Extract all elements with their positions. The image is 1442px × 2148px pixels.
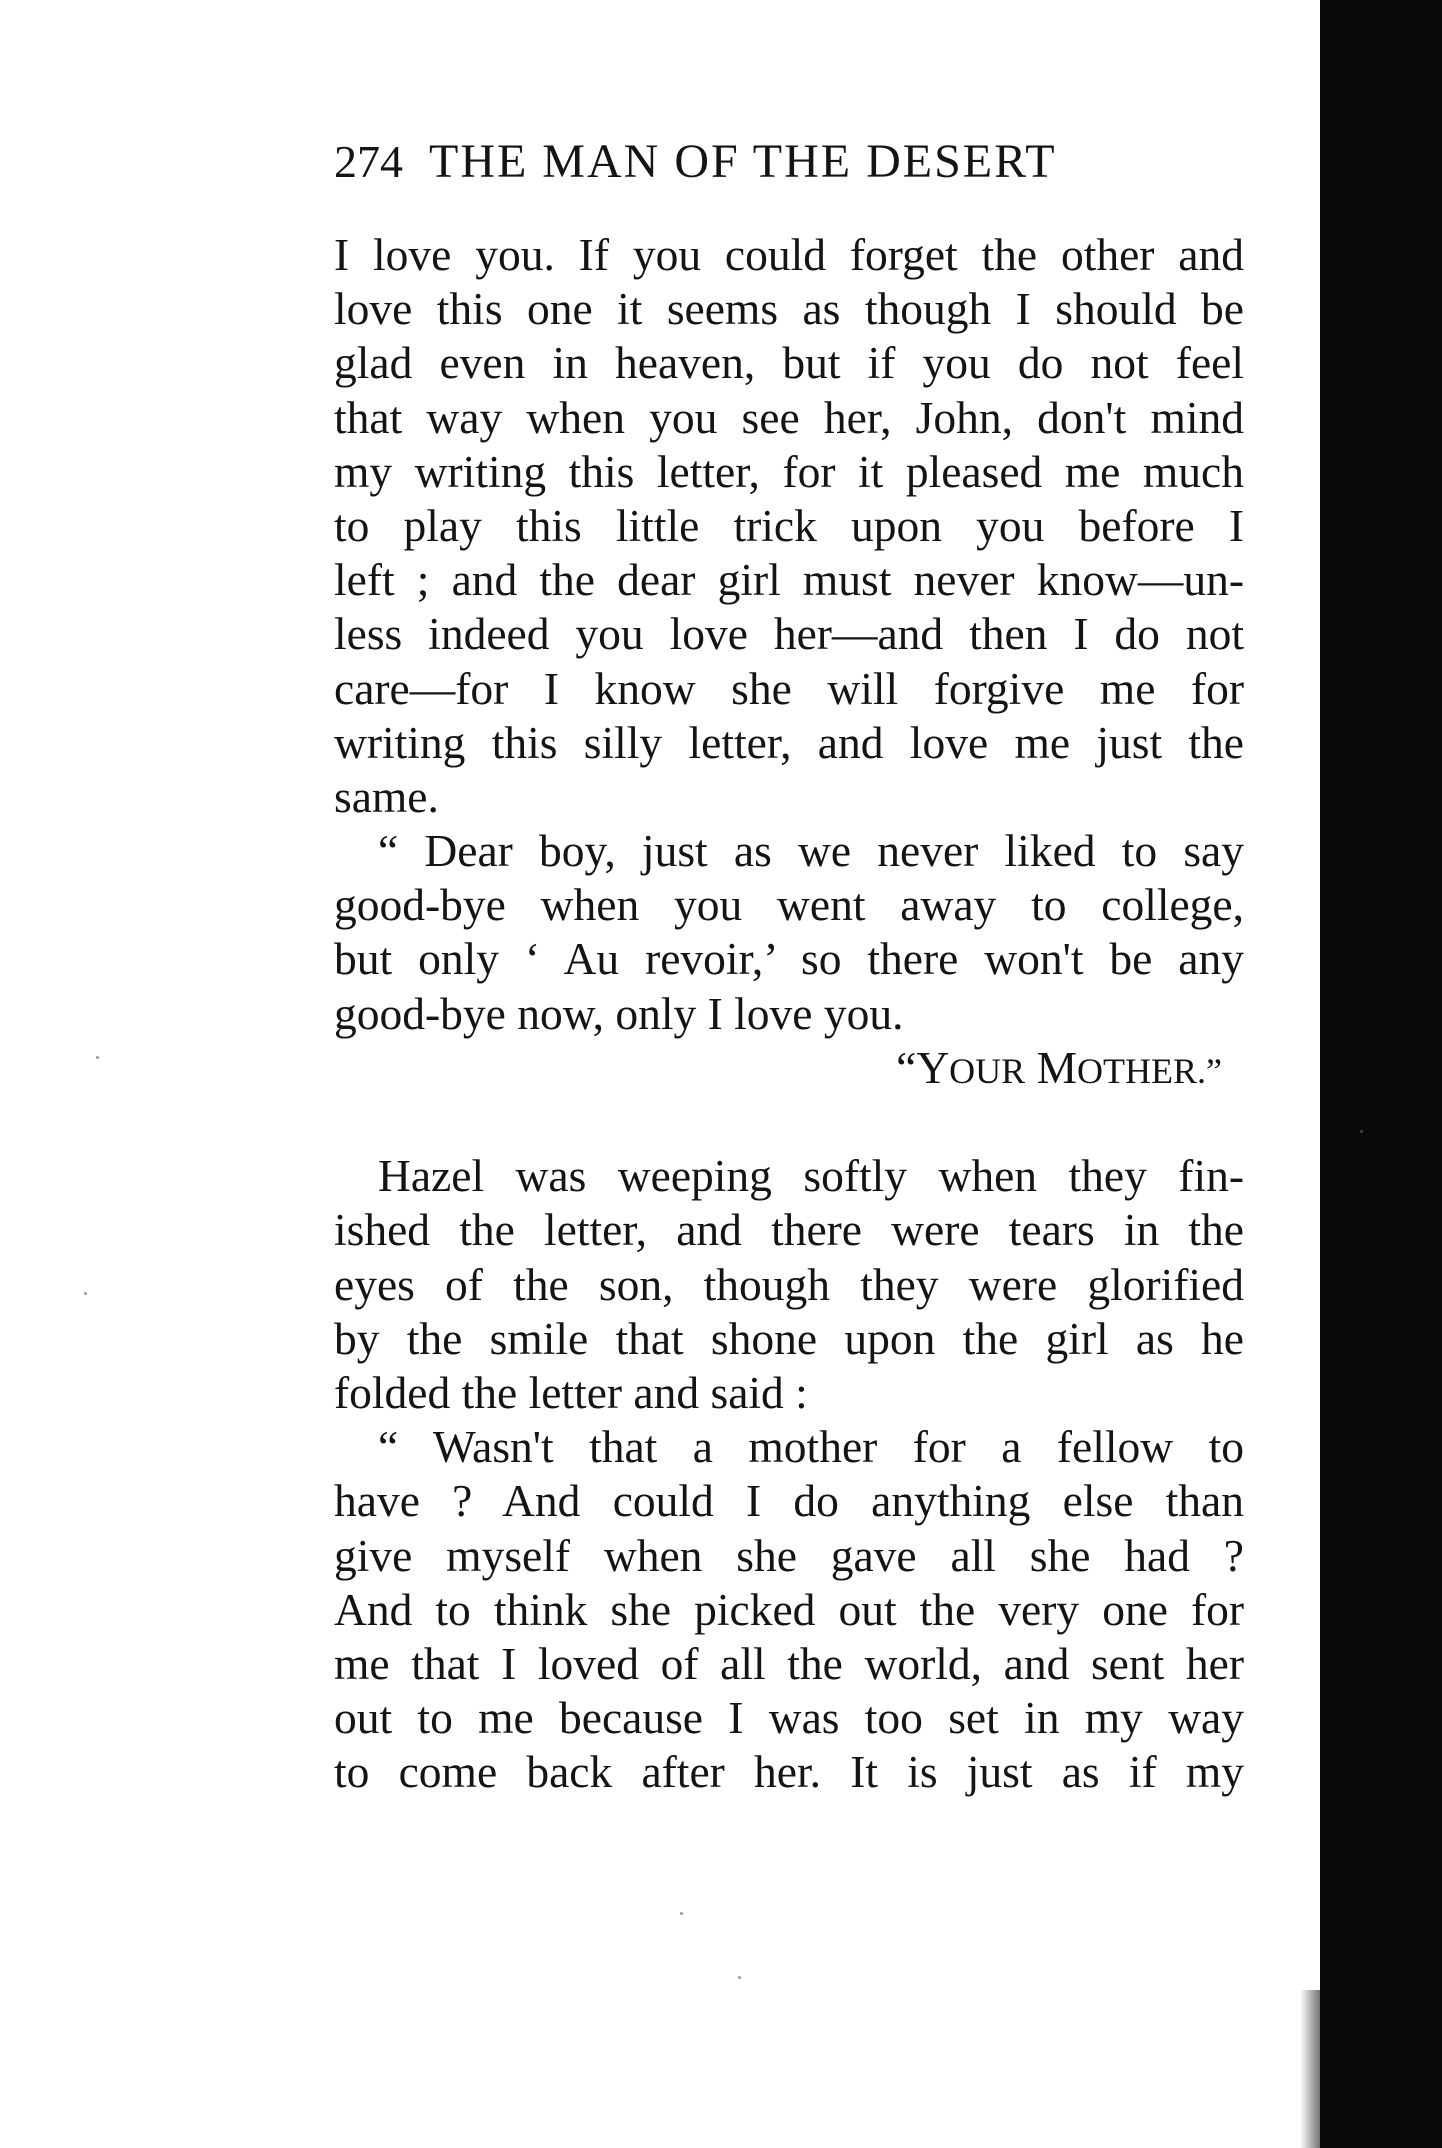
text-line: to play this little trick upon you before I bbox=[334, 499, 1244, 551]
text-line: “ Dear boy, just as we never liked to say bbox=[378, 825, 1244, 877]
text-line: folded the letter and said : bbox=[334, 1366, 808, 1418]
text-line: “ Wasn't that a mother for a fellow to bbox=[378, 1421, 1244, 1473]
text-line: less indeed you love her—and then I do not bbox=[334, 608, 1244, 660]
text-line: care—for I know she will forgive me for bbox=[334, 662, 1244, 714]
signature-open-quote: “ bbox=[896, 1041, 917, 1093]
text-line: give myself when she gave all she had ? bbox=[334, 1529, 1244, 1581]
text-line: ished the letter, and there were tears in the bbox=[334, 1204, 1244, 1256]
page-number: 274 bbox=[334, 136, 403, 187]
body-text bbox=[334, 228, 1244, 1799]
text-line: eyes of the son, though they were glorified bbox=[334, 1258, 1244, 1310]
paper-speck bbox=[84, 1292, 87, 1295]
signature-m: M bbox=[1036, 1041, 1078, 1093]
binding-shadow-edge bbox=[1300, 1990, 1330, 2148]
paper-speck bbox=[738, 1976, 741, 1979]
paper-speck bbox=[680, 1912, 683, 1915]
binding-shadow bbox=[1320, 0, 1442, 2148]
text-line: same. bbox=[334, 770, 439, 822]
text-line: good-bye now, only I love you. bbox=[334, 987, 904, 1039]
signature-our: OUR bbox=[949, 1050, 1026, 1091]
text-line: my writing this letter, for it pleased me much bbox=[334, 445, 1244, 497]
text-line: Hazel was weeping softly when they fin- bbox=[378, 1150, 1244, 1202]
text-line: out to me because I was too set in my way bbox=[334, 1692, 1244, 1744]
signature-other: OTHER.” bbox=[1077, 1050, 1222, 1091]
text-line: that way when you see her, John, don't mind bbox=[334, 391, 1244, 443]
text-line: love this one it seems as though I should be bbox=[334, 283, 1244, 335]
text-line: glad even in heaven, but if you do not feel bbox=[334, 337, 1244, 389]
paragraph-gap bbox=[334, 1095, 1244, 1149]
text-line: And to think she picked out the very one for bbox=[334, 1583, 1244, 1635]
running-head bbox=[334, 132, 1254, 192]
text-line: to come back after her. It is just as if my bbox=[334, 1746, 1244, 1798]
text-line: me that I loved of all the world, and sent her bbox=[334, 1637, 1244, 1689]
book-title: THE MAN OF THE DESERT bbox=[429, 135, 1057, 188]
paper-speck bbox=[1360, 1130, 1363, 1133]
text-line: left ; and the dear girl must never know—un- bbox=[334, 554, 1244, 606]
text-line: have ? And could I do anything else than bbox=[334, 1475, 1244, 1527]
text-line: writing this silly letter, and love me just the bbox=[334, 716, 1244, 768]
signature-y: Y bbox=[916, 1041, 950, 1093]
letter-signature bbox=[334, 1041, 1244, 1095]
text-line: by the smile that shone upon the girl as he bbox=[334, 1312, 1244, 1364]
text-line: but only ‘ Au revoir,’ so there won't be any bbox=[334, 933, 1244, 985]
paper-speck bbox=[96, 1056, 99, 1059]
text-line: I love you. If you could forget the other and bbox=[334, 229, 1244, 280]
text-line: good-bye when you went away to college, bbox=[334, 879, 1244, 931]
